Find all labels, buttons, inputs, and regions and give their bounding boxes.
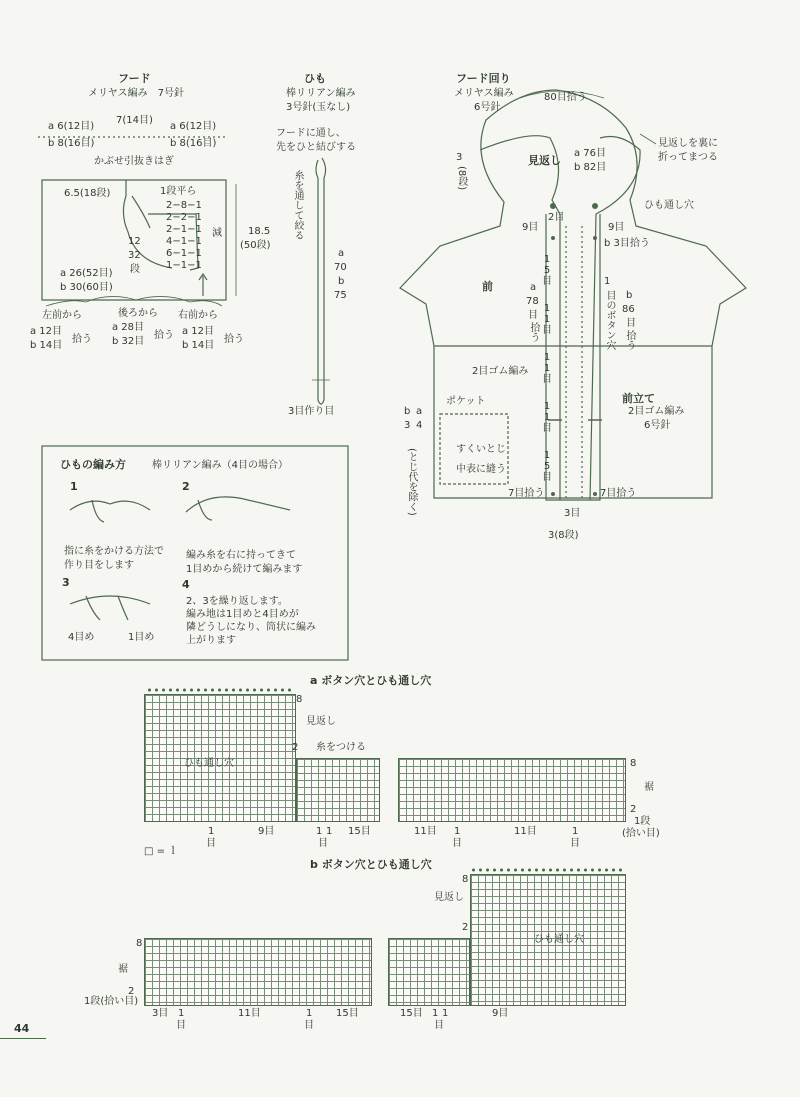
hood-pick-a3: a 12目: [182, 326, 215, 337]
edge-three-rows: 3(8段): [548, 530, 579, 541]
edge-ba-b: b: [404, 406, 411, 417]
hood-a-right: a 6(12目): [170, 121, 217, 132]
hood-dec-label: 1段平ら: [160, 186, 197, 197]
method-sub: 棒リリアン編み（4目の場合）: [152, 460, 288, 471]
edge-margin: (とじ代を除く): [406, 448, 417, 516]
method-step3-right: 1目め: [128, 632, 155, 643]
cord-sub1: 棒リリアン編み: [286, 88, 356, 99]
edge-eight: (8段): [456, 166, 467, 191]
hood-pick-a1: a 12目: [30, 326, 63, 337]
edge-b86x: 拾う: [624, 330, 635, 350]
hood-b-left: b 8(16目): [48, 138, 95, 149]
edge-seven-right: 7目拾う: [600, 488, 637, 499]
edge-pocket: ポケット: [446, 396, 486, 407]
method-step4-text2: 編み地は1目めと4目めが: [186, 609, 299, 620]
chart-b-row2: 2: [128, 986, 135, 997]
chart-a-legend: □ = ｌ: [144, 846, 179, 857]
hood-left-front: 左前から: [42, 310, 82, 321]
chart-a-facing: 見返し: [306, 716, 336, 727]
stitch-mark: 目: [542, 423, 552, 434]
edge-buttonhole: 目のボタン穴: [604, 290, 615, 350]
edge-sew: 中表に縫う: [456, 464, 506, 475]
cord-title: ひも: [304, 72, 326, 85]
hood-pick-b1: b 14目: [30, 340, 63, 351]
method-step1-text1: 指に糸をかける方法で: [64, 546, 164, 557]
chart-b-c1g: 目: [434, 1020, 444, 1031]
edge-fold2: 折ってまつる: [658, 152, 718, 163]
method-step3-left: 4目め: [68, 632, 95, 643]
chart-b-row8a: 8: [462, 874, 469, 885]
chart-a-c1i: 目: [570, 838, 580, 849]
edge-top: 80目拾う: [544, 92, 587, 103]
chart-a-c1h: 1: [572, 826, 579, 837]
chart-a-pick: (拾い目): [622, 828, 660, 839]
hood-pick-a2: a 28目: [112, 322, 145, 333]
edge-cord-hole: ひも通し穴: [644, 200, 694, 211]
chart-a-c1b: 目: [206, 838, 216, 849]
method-step1-text2: 作り目をします: [64, 560, 134, 571]
hood-center-c: 段: [130, 264, 140, 275]
edge-ba-4: 4: [416, 420, 423, 431]
cord-len-a-val: 70: [334, 262, 347, 273]
hood-bottom-a: a 26(52目): [60, 268, 113, 279]
stitch-mark: 1: [543, 450, 551, 461]
chart-a-title: a ボタン穴とひも通し穴: [310, 674, 432, 687]
chart-b-hem: 裾: [118, 964, 128, 975]
edge-a78: a: [530, 282, 537, 293]
edge-b86: b: [626, 290, 633, 301]
hood-dec-row: 1−1−1: [166, 260, 202, 271]
cord-drawing: [316, 158, 326, 404]
chart-a-row2b: 2: [630, 804, 637, 815]
hood-dec-word: 減: [212, 228, 222, 239]
chart-a-attach: 糸をつける: [316, 742, 366, 753]
hood-title: フード: [118, 72, 151, 85]
stitch-mark: 1: [543, 401, 551, 412]
cord-len-b-val: 75: [334, 290, 347, 301]
chart-a-c15: 15目: [348, 826, 371, 837]
edge-two-left: 2目: [548, 212, 565, 223]
hood-pick: 拾う: [72, 334, 92, 345]
hood-rows-left: 6.5(18段): [64, 188, 111, 199]
edge-nine-left: 9目: [522, 222, 539, 233]
chart-a-c1c: 1: [316, 826, 323, 837]
chart-a-grid-mid: [296, 758, 380, 822]
edge-b86w: 目: [626, 318, 636, 329]
cord-len-b: b: [338, 276, 345, 287]
chart-b-c3: 3目: [152, 1008, 169, 1019]
hood-right-front: 右前から: [178, 310, 218, 321]
cord-note3: 糸を通して絞る: [292, 170, 303, 240]
edge-seven-left: 7目拾う: [508, 488, 545, 499]
edge-facing: 見返し: [528, 154, 561, 167]
chart-b-c1f: 1: [442, 1008, 449, 1019]
method-step4-text1: 2、3を繰り返します。: [186, 596, 288, 607]
edge-fold: 見返しを裏に: [658, 138, 718, 149]
hood-pick-b2: b 32目: [112, 336, 145, 347]
hood-mid: 7(14目): [116, 115, 153, 126]
chart-a-c1d: 1: [326, 826, 333, 837]
edge-a78w: 目: [528, 310, 538, 321]
hood-pick: 拾う: [224, 334, 244, 345]
chart-a-c1: 1: [208, 826, 215, 837]
edge-ba-3: 3: [404, 420, 411, 431]
chart-a-c9: 9目: [258, 826, 275, 837]
hood-pick: 拾う: [154, 330, 174, 341]
stitch-mark: 1: [543, 254, 551, 265]
hood-dec-row: 4−1−1: [166, 236, 202, 247]
chart-a-row8b: 8: [630, 758, 637, 769]
hood-pick-b3: b 14目: [182, 340, 215, 351]
stitch-mark: 5: [543, 265, 551, 276]
edge-ba-a: a: [416, 406, 423, 417]
chart-b-c9: 9目: [492, 1008, 509, 1019]
cord-sub2: 3号針(玉なし): [286, 102, 351, 113]
method-step3: 3: [62, 576, 70, 589]
stitch-mark: 目: [542, 472, 552, 483]
chart-b-bindoff: [470, 868, 622, 872]
method-step1: 1: [70, 480, 78, 493]
chart-a-c11a: 11目: [414, 826, 437, 837]
chart-a-row2: 2: [292, 742, 299, 753]
chart-b-grid-left: [144, 938, 372, 1006]
cord-note2: 先をひと結びする: [276, 142, 356, 153]
edge-facing-a: a 76目: [574, 148, 607, 159]
chart-b-c1d: 目: [304, 1020, 314, 1031]
stitch-mark: 5: [543, 461, 551, 472]
edge-placket2: 2目ゴム編み: [628, 406, 685, 417]
cord-len-a: a: [338, 248, 345, 259]
hood-dec-row: 2−2−1: [166, 212, 202, 223]
chart-b-row8: 8: [136, 938, 143, 949]
edge-b86v: 86: [622, 304, 635, 315]
method-step2-text1: 編み糸を右に持ってきて: [186, 550, 296, 561]
chart-b-c15b: 15目: [400, 1008, 423, 1019]
edge-three-bottom: 3目: [564, 508, 581, 519]
hood-seam: かぶせ引抜きはぎ: [94, 156, 174, 167]
edge-sub1: メリヤス編み: [454, 88, 514, 99]
edge-sub2: 6号針: [474, 102, 501, 113]
edge-placket: 前立て: [622, 392, 655, 405]
chart-a-c1g: 目: [452, 838, 462, 849]
stitch-mark: 目: [542, 374, 552, 385]
hood-b-right: b 8(16目): [170, 138, 217, 149]
method-step2-text2: 1目めから続けて編みます: [186, 564, 303, 575]
hood-dec-row: 2−1−1: [166, 224, 202, 235]
chart-b-c1a: 1: [178, 1008, 185, 1019]
chart-b-c1e: 1: [432, 1008, 439, 1019]
chart-a-cord-hole: ひも通し穴: [184, 758, 234, 769]
edge-placket3: 6号針: [644, 420, 671, 431]
edge-ladder: すくいとじ: [456, 444, 506, 455]
edge-three: 3: [456, 152, 463, 163]
chart-b-c1c: 1: [306, 1008, 313, 1019]
edge-title: フード回り: [456, 72, 511, 85]
edge-nine-right: 9目: [608, 222, 625, 233]
chart-b-c1b: 目: [176, 1020, 186, 1031]
edge-rib: 2目ゴム編み: [472, 366, 529, 377]
edge-facing-b: b 82目: [574, 162, 607, 173]
edge-one-st: 1: [604, 276, 611, 287]
method-step2: 2: [182, 480, 190, 493]
stitch-mark: 目: [542, 276, 552, 287]
hood-a-left: a 6(12目): [48, 121, 95, 132]
hood-subtitle: メリヤス編み 7号針: [88, 88, 184, 99]
hood-center-b: 32: [128, 250, 141, 261]
method-step4: 4: [182, 578, 190, 591]
stitch-mark: 1: [543, 352, 551, 363]
chart-a-c1f: 1: [454, 826, 461, 837]
edge-a78x: 拾う: [528, 322, 539, 342]
hood-back: 後ろから: [118, 308, 158, 319]
method-step4-text3: 隣どうしになり、筒状に編み: [186, 622, 316, 633]
stitch-mark: 1: [543, 314, 551, 325]
chart-b-row2a: 2: [462, 922, 469, 933]
chart-b-row1: 1段(拾い目): [84, 996, 139, 1007]
chart-a-c11b: 11目: [514, 826, 537, 837]
chart-a-hem: 裾: [644, 782, 654, 793]
method-step4-text4: 上がります: [186, 635, 236, 646]
hood-dec-row: 2−8−1: [166, 200, 202, 211]
chart-a-bindoff: [146, 688, 294, 692]
cord-cast-on: 3目作り目: [288, 406, 335, 417]
placket-left-labels: [542, 254, 552, 483]
page-number: 44: [14, 1022, 30, 1035]
hood-bottom-b: b 30(60目): [60, 282, 113, 293]
stitch-mark: 1: [543, 412, 551, 423]
hood-height: 18.5: [248, 226, 271, 237]
chart-a-c1e: 目: [318, 838, 328, 849]
edge-three-pick: b 3目拾う: [604, 238, 650, 249]
method-title: ひもの編み方: [60, 458, 126, 471]
chart-b-grid-mid: [388, 938, 470, 1006]
stitch-mark: 1: [543, 303, 551, 314]
chart-b-c11: 11目: [238, 1008, 261, 1019]
chart-b-title: b ボタン穴とひも通し穴: [310, 858, 432, 871]
hood-height-rows: (50段): [240, 240, 271, 251]
chart-a-grid-right: [398, 758, 626, 822]
edge-front: 前: [482, 280, 493, 293]
chart-a-row1: 1段: [634, 816, 651, 827]
edge-a78v: 78: [526, 296, 539, 307]
chart-a-row8: 8: [296, 694, 303, 705]
stitch-mark: 1: [543, 363, 551, 374]
chart-b-c15: 15目: [336, 1008, 359, 1019]
hood-center-a: 12: [128, 236, 141, 247]
cord-note1: フードに通し、: [276, 128, 346, 139]
hood-dec-row: 6−1−1: [166, 248, 202, 259]
stitch-mark: 目: [542, 325, 552, 336]
chart-b-cord-hole: ひも通し穴: [534, 934, 584, 945]
chart-b-facing: 見返し: [434, 892, 464, 903]
page-rule: [0, 1038, 46, 1039]
